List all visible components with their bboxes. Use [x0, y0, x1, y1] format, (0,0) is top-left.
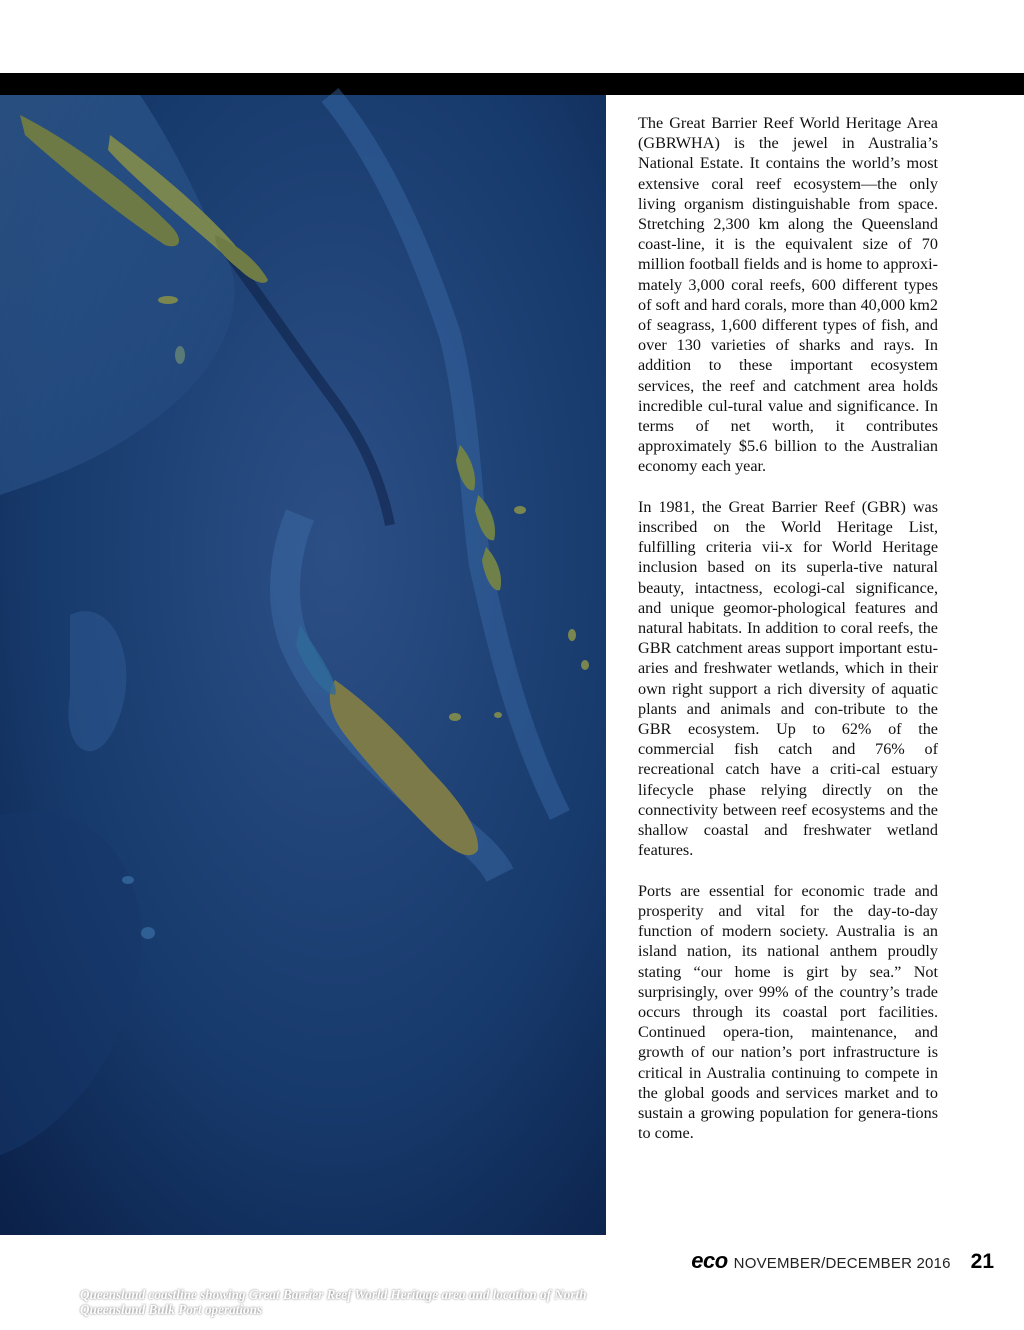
figure-caption: Queensland coastline showing Great Barrier Reef World Heritage area and location of North Queensland Bulk Port operations — [80, 1287, 587, 1317]
islet-4 — [568, 629, 576, 641]
magazine-logo: eco — [691, 1248, 728, 1273]
top-black-bar — [0, 73, 1024, 95]
page-number: 21 — [970, 1250, 994, 1273]
islet-5 — [581, 660, 589, 670]
islet-7 — [494, 712, 502, 718]
article-paragraph-3: Ports are essential for economic trade and prosperity and vital for the day-to-day function of modern society. Australia is an island nation, its national anthem proudly stating “our home is girt by sea.” Not surprisingly, over 99% of the country’s trade occurs through its coastal port facilities. Continued opera-tion, maintenance, and growth of our nation’s port infrastructure is critical in Australia continuing to compete in the global goods and services market and to sustain a growing population for genera-tions to come. — [638, 881, 938, 1143]
islet-3 — [514, 506, 526, 514]
islet-9 — [141, 927, 155, 939]
page-footer — [691, 1248, 994, 1272]
islet-8 — [122, 876, 134, 884]
article-paragraph-2: In 1981, the Great Barrier Reef (GBR) was inscribed on the World Heritage List, fulfilling criteria vii-x for World Heritage inclusion based on its superla-tive natural beauty, intactness, ecologi-cal significance, and unique geomor-phological features and natural habitats. In addition to coral reefs, the GBR catchment areas support important estu-aries and freshwater wetlands, which in their own right support a rich diversity of aquatic plants and animals and con-tribute to the GBR ecosystem. Up to 62% of the commercial fish catch and 76% of recreational catch have a criti-cal estuary lifecycle phase relying directly on the connectivity between reef ecosystems and the shallow coastal and freshwater wetland features. — [638, 497, 938, 860]
article-paragraph-1: The Great Barrier Reef World Heritage Area (GBRWHA) is the jewel in Australia’s National Estate. It contains the world’s most extensive coral reef ecosystem—the only living organism distinguishable from space. Stretching 2,300 km along the Queensland coast-line, it is the equivalent size of 70 million football fields and is home to approxi-mately 3,000 coral reefs, 600 different types of soft and hard corals, more than 40,000 km2 of seagrass, 1,600 different types of fish, and over 130 varieties of sharks and rays. In addition to these important ecosystem services, the reef and catchment area holds incredible cul-tural value and significance. In terms of net worth, it contributes approximately $5.6 billion to the Australian economy each year. — [638, 114, 938, 476]
islet-2 — [175, 346, 185, 364]
article-body — [638, 113, 938, 1164]
satellite-map-image — [0, 95, 606, 1317]
islet-6 — [449, 713, 461, 721]
issue-date: NOVEMBER/DECEMBER 2016 — [733, 1255, 951, 1272]
islet-1 — [158, 296, 178, 304]
